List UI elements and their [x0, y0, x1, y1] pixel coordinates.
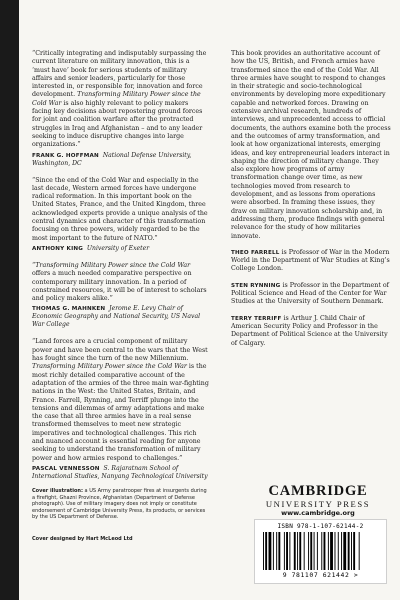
publisher-logo: [263, 484, 373, 518]
cover-illustration-credit: Cover illustration: a US Army paratrooper fires at insurgents during a firefight, Ghazni Province, Afghanistan (Department of Defense photograph). Use of military imagery does not imply or constitute endorsement of Cambridge University Press, its products, or services by the US Department of Defense.: [32, 488, 207, 520]
publisher-subname: UNIVERSITY PRESS: [265, 499, 371, 509]
endorsement-attribution: ANTHONY KING University of Exeter: [32, 244, 150, 252]
endorsement-quote: “Land forces are a crucial component of military power and have been central to the wars that the West has fought since the turn of the new Millennium. Transforming Military Power since the Cold War is the most richly detailed comparative account of the adaptation of the armies of the three main war-fighting nations in the West: the United States, Britain, and France. Farrell, Rynning, and Terriff plunge into the tensions and dilemmas of army adaptations and make the case that all three armies have in a real sense transformed themselves to meet new strategic imperatives and technological challenges. This rich and nuanced account is essential reading for anyone seeking to understand the transformation of military power and how armies respond to challenges.”: [32, 338, 209, 462]
endorsements-column: [32, 50, 209, 490]
barcode-digits: 9 781107 621442 >: [282, 571, 359, 579]
author-bio: THEO FARRELL is Professor of War in the Modern World in the Department of War Studies at King’s College London.: [231, 248, 390, 273]
endorsement-attribution: THOMAS G. MAHNKEN Jerome E. Levy Chair of Economic Geography and National Security, US Naval War College: [32, 305, 201, 329]
description-column: [231, 50, 391, 356]
cover-designer-credit: Cover designed by Hart McLeod Ltd: [32, 536, 133, 542]
book-description: This book provides an authoritative account of how the US, British, and French armies have transformed since the end of the Cold War. All three armies have sought to respond to changes in their strategic and socio-technological environments by developing more expeditionary capable and networked forces. Drawing on extensive archival research, hundreds of interviews, and unprecedented access to official documents, the authors examine both the process and the outcomes of army transformation, and look at how organizational interests, emerging ideas, and key entrepreneurial leaders interact in shaping the direction of military change. They also explore how programs of army transformation change over time, as new technologies moved from research to development, and as lessons from operations were absorbed. In framing these issues, they draw on military innovation scholarship and, in addressing them, produce findings with general relevance for the study of how militaries innovate.: [231, 50, 391, 240]
endorsement-quote: “Critically integrating and indisputably surpassing the current literature on military innovation, this is a ‘must have’ book for serious students of military affairs and senior leaders, particularly for those interested in, or responsible for, innovation and force development. Transforming Military Power since the Cold War is also highly relevant to policy makers facing key decisions about repostering ground forces for joint and coalition warfare after the protracted struggles in Iraq and Afghanistan – and to any leader seeking to induce disruptive changes into large organizations.”: [32, 50, 207, 149]
barcode-icon: [263, 532, 378, 570]
publisher-url: www.cambridge.org: [281, 509, 355, 517]
endorsement-quote: “Transforming Military Power since the Cold War offers a much needed comparative perspective on contemporary military innovation. In a period of constrained resources, it will be of interest to scholars and policy makers alike.”: [32, 261, 207, 303]
endorsement-attribution: FRANK G. HOFFMAN National Defense University, Washington, DC: [32, 151, 192, 167]
author-bio: STEN RYNNING is Professor in the Department of Political Science and Head of the Center for War Studies at the University of Southern Denmark.: [231, 281, 389, 306]
author-bio: TERRY TERRIFF is Arthur J. Child Chair of American Security Policy and Professor in the Department of Political Science at the University of Calgary.: [231, 314, 388, 347]
barcode-panel: [254, 519, 387, 584]
endorsement-attribution: PASCAL VENNESSON S. Rajaratnam School of International Studies, Nanyang Technological University: [32, 464, 208, 480]
endorsement-quote: “Since the end of the Cold War and especially in the last decade, Western armed forces have undergone radical reformation. In this important book on the United States, France, and the United Kingdom, three acknowledged experts provide a unique analysis of the central dynamics and character of this transformation focusing on three powers, widely regarded to be the most important to the future of NATO.”: [32, 176, 208, 242]
isbn-text: ISBN 978-1-107-62144-2: [277, 523, 364, 530]
publisher-name: CAMBRIDGE: [268, 483, 368, 499]
back-cover: [19, 0, 400, 600]
spine-edge: [0, 0, 19, 600]
